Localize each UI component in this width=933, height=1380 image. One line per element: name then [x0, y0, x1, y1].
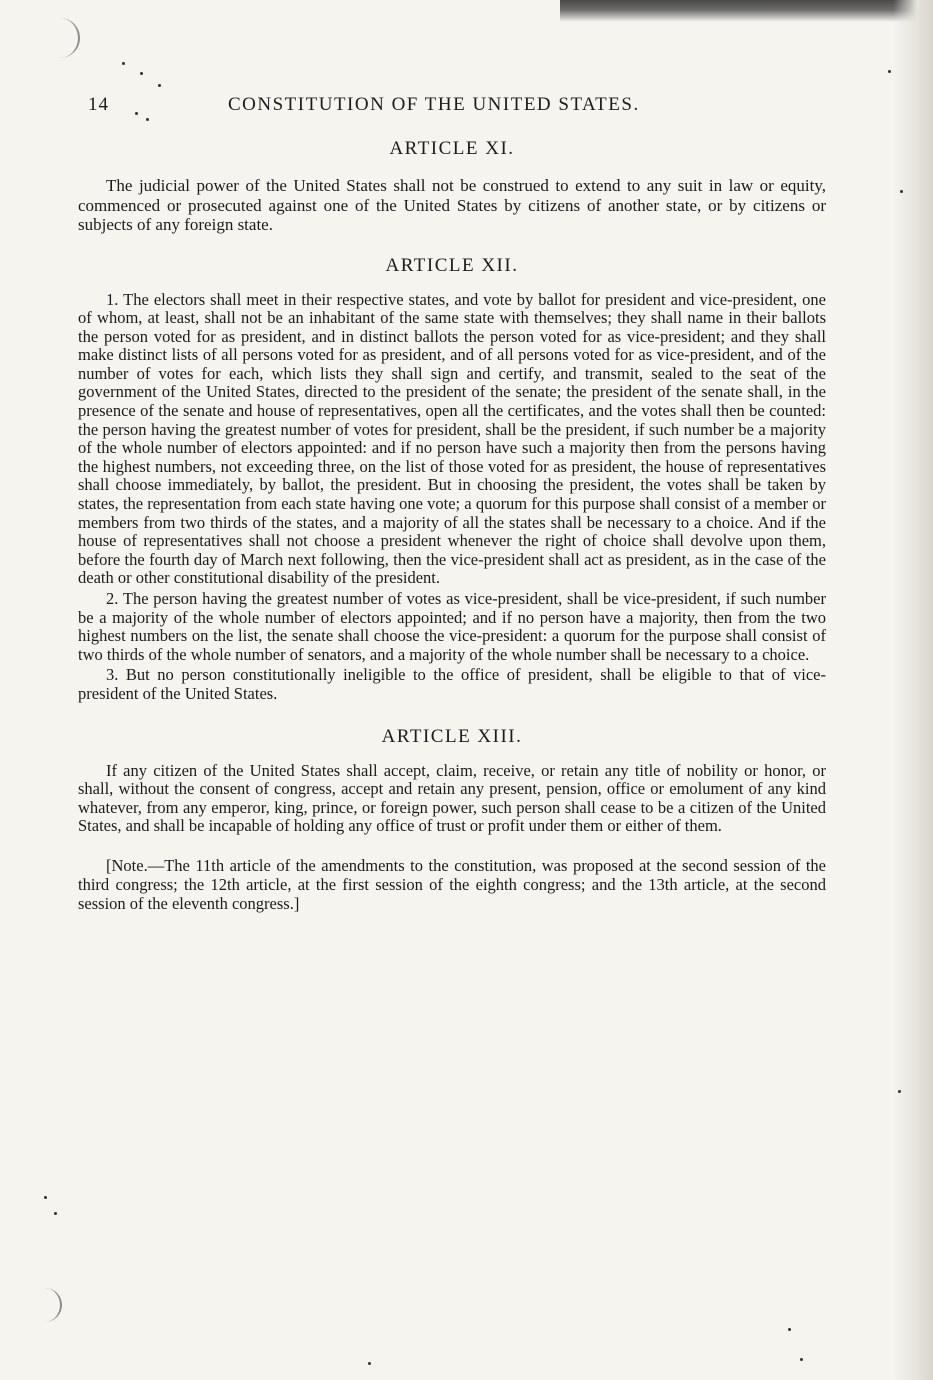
scan-speckle: [800, 1358, 803, 1361]
scan-speckle: [140, 72, 143, 75]
article-paragraph: 1. The electors shall meet in their respective states, and vote by ballot for president and vice-president, one of whom, at least, shall not be an inhabitant of the same state with themselves; they shall name in their ballots the person voted for as president, and in distinct ballots the person voted for as vice-president; and they shall make distinct lists of all persons voted for as president, and of all persons voted for as vice-president, and of the number of votes for each, which lists they shall sign and certify, and transmit, sealed to the seat of the government of the United States, directed to the president of the senate; the president of the senate shall, in the presence of the senate and house of representatives, open all the certificates, and the votes shall then be counted: the person having the greatest number of votes for president, shall be the president, if such number be a majority of the whole number of electors appointed: and if no person have such a majority then from the persons having the highest numbers, not exceeding three, on the list of those voted for as president, the house of representatives shall choose immediately, by ballot, the president. But in choosing the president, the votes shall be taken by states, the representation from each state having one vote; a quorum for this purpose shall consist of a member or members from two thirds of the states, and a majority of all the states shall be necessary to a choice. And if the house of representatives shall not choose a president whenever the right of choice shall devolve upon them, before the fourth day of March next following, then the vice-president shall act as president, as in the case of the death or other constitutional disability of the president.: [78, 289, 826, 588]
scan-speckle: [44, 1196, 47, 1199]
article-paragraph: The judicial power of the United States shall not be construed to extend to any suit in law or equity, commenced or prosecuted against one of the United States by citizens of another state, or by citizens or subjects of any foreign state.: [78, 176, 826, 234]
running-head: CONSTITUTION OF THE UNITED STATES.: [228, 94, 640, 115]
article-xi: [78, 138, 826, 235]
scan-speckle: [54, 1212, 57, 1215]
scan-speckle: [788, 1328, 791, 1331]
article-heading: ARTICLE XII.: [385, 254, 519, 276]
scan-speckle: [368, 1362, 371, 1365]
page-header: [88, 92, 808, 122]
scan-speckle: [900, 190, 903, 193]
page-shadow-edge: [893, 0, 933, 1380]
scan-speckle: [888, 70, 891, 73]
editorial-note: [Note.—The 11th article of the amendments to the constitution, was proposed at the second session of the third congress; the 12th article, at the first session of the eighth congress; and the 13th article, at the second session of the eleventh congress.]: [78, 855, 826, 913]
binding-mark-bottom: [40, 1288, 62, 1322]
article-paragraph: 2. The person having the greatest number of votes as vice-president, shall be vice-president, if such number be a majority of the whole number of electors appointed; and if no person have a majority, then from the two highest numbers on the list, the senate shall choose the vice-president: a quorum for the purpose shall consist of two thirds of the whole number of senators, and a majority of the whole number shall be necessary to a choice.: [78, 589, 826, 664]
article-heading: ARTICLE XI.: [389, 138, 515, 159]
binding-mark: [52, 18, 80, 58]
article-paragraph: If any citizen of the United States shall accept, claim, receive, or retain any title of nobility or honor, or shall, without the consent of congress, accept and retain any present, pension, office or emolument of any kind whatever, from any emperor, king, prince, or foreign power, such person shall cease to be a citizen of the United States, and shall be incapable of holding any office of trust or profit under them or either of them.: [78, 760, 826, 836]
article-paragraph: 3. But no person constitutionally ineligible to the office of president, shall be eligible to that of vice-president of the United States.: [78, 665, 826, 703]
page-content: [78, 138, 826, 913]
article-xiii: [78, 726, 826, 836]
scan-speckle: [898, 1090, 901, 1093]
torn-top-edge: [560, 0, 933, 22]
article-xii: [78, 255, 826, 704]
article-heading: ARTICLE XIII.: [381, 725, 523, 747]
scan-speckle: [122, 62, 125, 65]
scan-speckle: [158, 84, 161, 87]
page-number: 14: [88, 94, 109, 115]
